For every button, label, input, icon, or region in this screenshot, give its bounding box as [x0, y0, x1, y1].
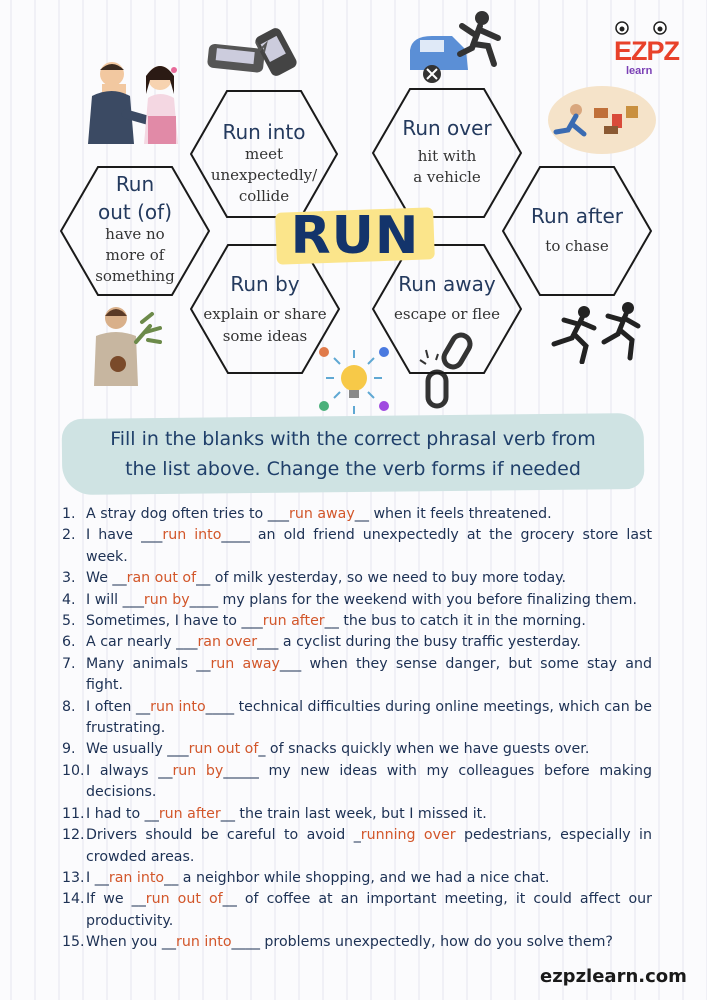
exercise-answer: run after: [158, 805, 221, 822]
exercise-number: 10.: [62, 762, 85, 779]
exercise-item: [62, 889, 652, 932]
exercise-text-before: If we __: [86, 891, 146, 908]
exercise-text-after: pedestrians, especially in crowded areas.: [86, 827, 652, 865]
exercise-text-before: We __: [86, 570, 127, 587]
exercise-text-before: I have ___: [86, 527, 163, 544]
exercise-answer: run out of: [145, 891, 223, 908]
hex-title: Run into: [222, 120, 306, 144]
exercise-answer: run away: [289, 506, 355, 522]
exercise-number: 3.: [62, 570, 76, 587]
exercise-answer: run out of: [188, 741, 259, 758]
exercise-number: 4.: [62, 591, 76, 608]
exercise-answer: run into: [150, 698, 206, 715]
handshake-illustration: [82, 56, 187, 148]
hex-run-out-of: [60, 166, 210, 296]
exercise-text-before: A car nearly ___: [86, 634, 198, 651]
exercise-number: 7.: [62, 655, 76, 672]
exercise-answer: run after: [262, 613, 325, 630]
exercise-number: 5.: [62, 613, 76, 630]
exercise-answer: run into: [162, 527, 222, 544]
exercise-answer: ran into: [108, 869, 165, 886]
hex-definition-line: hit with: [417, 147, 477, 165]
instructions-banner: [62, 410, 644, 496]
exercise-text-after: _____ my new ideas with my colleagues before making decisions.: [86, 762, 652, 801]
exercise-answer: run by: [172, 762, 224, 779]
exercise-item: [62, 868, 652, 889]
exercise-text-before: I always __: [86, 762, 173, 779]
website-footer: ezpzlearn.com: [540, 966, 687, 987]
exercise-text-after: ____ problems unexpectedly, how do you solve them?: [231, 934, 613, 951]
exercise-text-after: ___ a cyclist during the busy traffic yesterday.: [257, 634, 581, 651]
hex-run-over: [372, 88, 522, 218]
banner-background: [62, 413, 645, 495]
logo-text-main: EZPZ: [614, 36, 680, 66]
exercise-text-after: ___ when they sense danger, but some stay and fight.: [86, 655, 653, 694]
hex-definition-line: a vehicle: [413, 168, 481, 186]
exercise-text-after: ____ my plans for the weekend with you before finalizing them.: [189, 591, 637, 608]
hex-definition-line: explain or share: [203, 305, 327, 323]
hex-title: Run: [115, 172, 155, 196]
exercise-item: [62, 654, 652, 697]
hex-definition-line: escape or flee: [394, 305, 500, 323]
exercise-item: [62, 697, 652, 740]
chase-runners-illustration: [542, 300, 642, 364]
exercise-answer: run by: [143, 591, 190, 608]
exercise-list: [62, 504, 652, 954]
exercise-text-before: I had to __: [86, 805, 159, 822]
exercise-item: [62, 932, 652, 953]
exercise-item: [62, 739, 652, 760]
exercise-text-after: __ the bus to catch it in the morning.: [324, 613, 586, 630]
exercise-number: 12.: [62, 827, 85, 844]
exercise-text-after: _ of snacks quickly when we have guests over.: [258, 741, 590, 758]
exercise-answer: run away: [210, 655, 280, 672]
hex-definition-line: to chase: [545, 237, 609, 255]
hex-title: Run away: [398, 272, 496, 296]
instructions-line: Fill in the blanks with the correct phrasal verb from: [110, 428, 596, 450]
exercise-number: 11.: [62, 805, 85, 822]
exercise-item: [62, 761, 652, 804]
center-run-word: [276, 202, 434, 268]
exercise-item: [62, 525, 652, 568]
hex-definition-line: meet: [244, 145, 283, 163]
exercise-item: [62, 568, 652, 589]
exercise-text-after: ____ technical difficulties during online meetings, which can be frustrating.: [86, 698, 652, 737]
exercise-item: [62, 504, 652, 525]
hex-run-into: [190, 90, 338, 218]
exercise-answer: running over: [360, 827, 456, 844]
exercise-text-after: __ of coffee at an important meeting, it could affect our productivity.: [86, 891, 652, 929]
car-crash-illustration: [204, 22, 308, 80]
hex-definition-line: have no: [105, 225, 165, 243]
hex-title: Run by: [230, 272, 300, 296]
car-hits-person-illustration: [408, 6, 512, 86]
exercise-number: 14.: [62, 891, 85, 908]
hex-definition-line: collide: [238, 187, 290, 205]
hex-title: Run over: [402, 116, 492, 140]
hex-definition-line: unexpectedly/: [210, 166, 318, 184]
exercise-number: 8.: [62, 698, 76, 715]
exercise-answer: run into: [176, 934, 232, 951]
exercise-number: 1.: [62, 506, 76, 522]
hex-definition-line: something: [95, 267, 175, 285]
exercise-text-after: __ the train last week, but I missed it.: [220, 805, 487, 822]
instructions-line: the list above. Change the verb forms if needed: [125, 458, 581, 480]
exercise-number: 6.: [62, 634, 76, 651]
exercise-item: [62, 611, 652, 632]
exercise-text-before: I will ___: [86, 591, 144, 608]
logo-eyes-icon: [612, 20, 692, 78]
hex-title: Run after: [530, 204, 624, 228]
person-giving-illustration: [88, 304, 166, 388]
exercise-text-before: When you __: [86, 934, 177, 951]
exercise-text-after: __ when it feels threatened.: [354, 506, 552, 522]
exercise-item: [62, 632, 652, 653]
exercise-text-after: __ of milk yesterday, so we need to buy more today.: [196, 570, 567, 587]
hex-definition-line: more of: [105, 246, 165, 264]
hex-definition-line: some ideas: [222, 327, 308, 345]
exercise-number: 15.: [62, 934, 85, 951]
messy-food-illustration: [546, 84, 658, 156]
exercise-answer: ran out of: [126, 570, 197, 587]
exercise-item: [62, 590, 652, 611]
exercise-answer: ran over: [197, 634, 258, 651]
exercise-text-before: Many animals __: [86, 655, 211, 672]
exercise-text-after: ____ an old friend unexpectedly at the grocery store last week.: [86, 527, 653, 565]
exercise-text-before: I __: [86, 869, 109, 886]
exercise-number: 2.: [62, 527, 76, 544]
hex-run-after: [502, 166, 652, 296]
exercise-text-before: A stray dog often tries to ___: [86, 506, 290, 522]
ezpz-logo: [612, 20, 692, 78]
exercise-text-before: We usually ___: [86, 741, 189, 758]
exercise-text-after: __ a neighbor while shopping, and we had a nice chat.: [164, 869, 550, 886]
exercise-number: 9.: [62, 741, 76, 758]
exercise-text-before: I often __: [86, 698, 151, 715]
exercise-text-before: Drivers should be careful to avoid _: [86, 827, 361, 844]
logo-text-sub: learn: [626, 65, 653, 77]
hex-title: out (of): [98, 200, 172, 224]
exercise-text-before: Sometimes, I have to ___: [86, 613, 263, 630]
exercise-number: 13.: [62, 869, 85, 886]
exercise-item: [62, 804, 652, 825]
exercise-item: [62, 825, 652, 868]
run-heading: RUN: [290, 206, 420, 266]
